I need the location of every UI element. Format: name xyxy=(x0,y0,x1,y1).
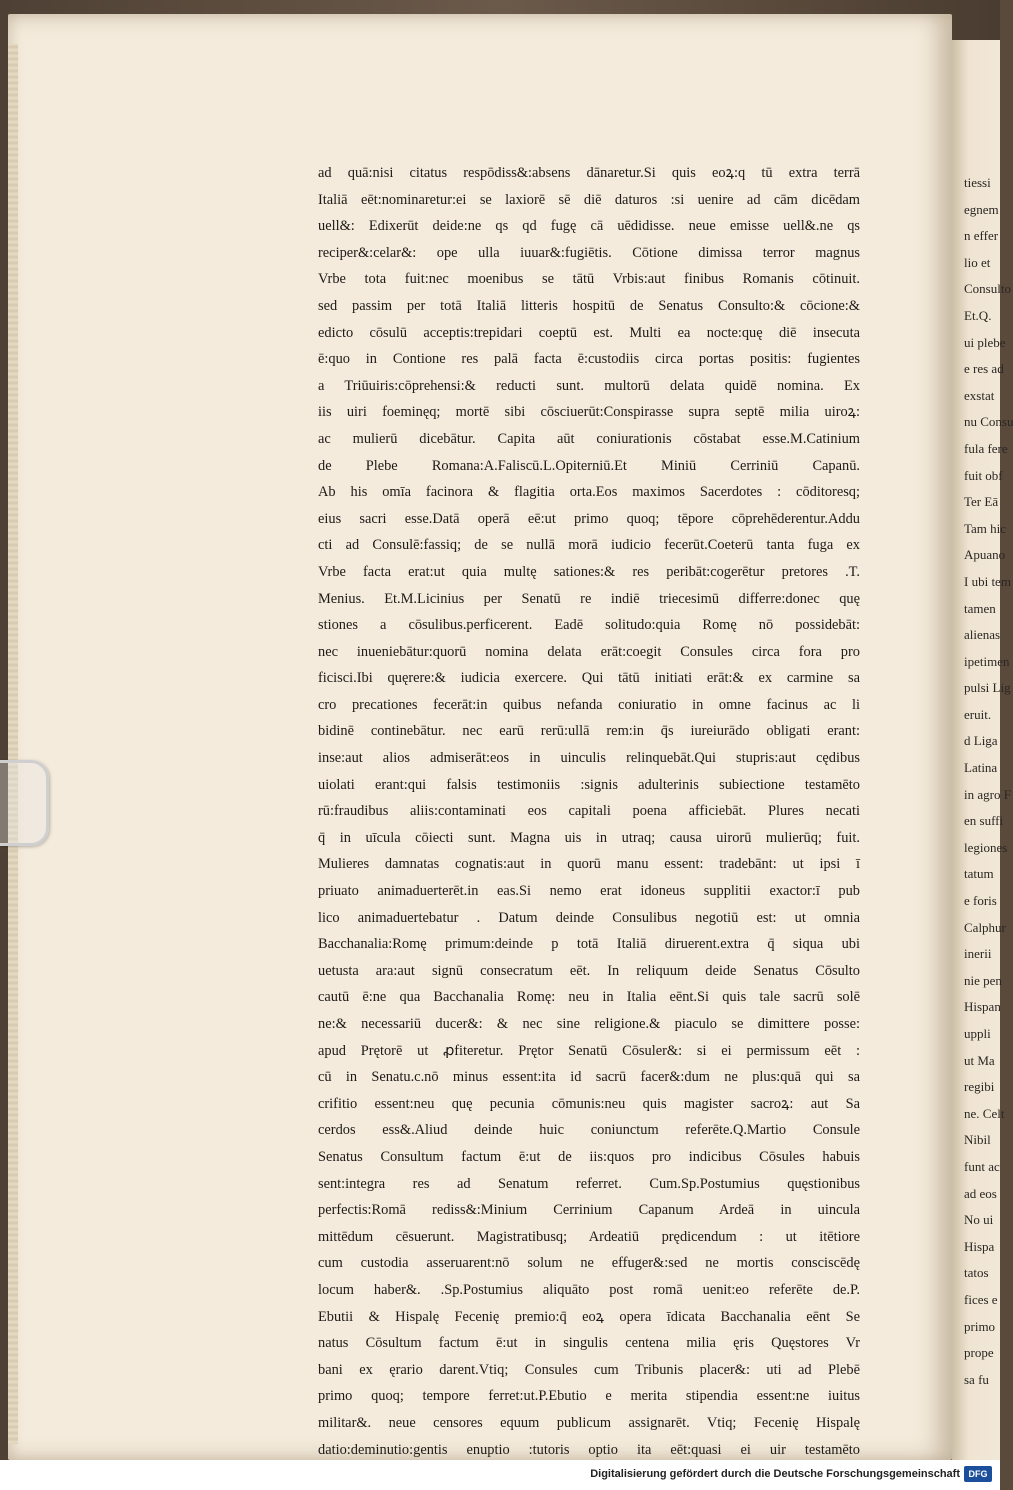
text-line: edicto cōsulū acceptis:trepidari coeptū est. Multi ea nocte:quę diē insecuta xyxy=(318,324,860,341)
facing-text-line: n effer xyxy=(964,228,999,244)
facing-text-line: Ter Eā xyxy=(964,494,999,510)
text-line: cautū ē:ne qua Bacchanalia Romę: neu in Italia eēnt.Si quis tale sacrū solē xyxy=(318,989,860,1006)
facing-text-line: ne. Celt xyxy=(964,1105,1005,1121)
text-line: priuato animaduerterēt.in eas.Si nemo erat idoneus supplitii exactor:ī pub xyxy=(318,883,860,900)
bookmark-clip xyxy=(0,760,49,846)
text-line: Bacchanalia:Romę primum:deinde p totā Italiā diruerent.extra q̄ siqua ubi xyxy=(318,936,860,953)
facing-text-line: nu Consu xyxy=(964,414,1013,430)
footer-bar xyxy=(0,1460,1000,1490)
text-line: cro precationes fecerāt:in quibus nefanda coniuratio in omne facinus ac li xyxy=(318,696,860,713)
page-stack-edge xyxy=(8,44,18,1444)
facing-text-line: Et.Q. xyxy=(964,307,992,323)
text-line: ē:quo in Contione res palā facta ē:custodiis circa portas positis: fugientes xyxy=(318,351,860,368)
facing-text-line: ad eos xyxy=(964,1185,997,1201)
text-line: natus Cōsultum factum ē:ut in singulis centena milia ęris Quęstores Vr xyxy=(318,1335,860,1352)
facing-text-line: ut Ma xyxy=(964,1052,995,1068)
facing-text-line: exstat xyxy=(964,387,995,403)
facing-text-line: pulsi Lig xyxy=(964,680,1011,696)
facing-text-line: in agro F xyxy=(964,786,1011,802)
text-line: bani ex ęrario darent.Vtiq; Consules cum Tribunis placer&: uti ad Plebē xyxy=(318,1361,860,1378)
text-line: uell&: Edixerūt deide:ne qs qd fugę cā uēdidisse. neue emisse uell&.ne qs xyxy=(318,218,860,235)
facing-text-line: fula fere xyxy=(964,440,1008,456)
text-line: nec inueniebātur:quorū nomina delata erāt:coegit Consules circa fora pro xyxy=(318,643,860,660)
facing-text-line: inerii xyxy=(964,946,992,962)
facing-text-line: tiessi xyxy=(964,175,991,190)
text-line: sent:integra res ad Senatum referret. Cum.Sp.Postumius quęstionibus xyxy=(318,1175,860,1192)
facing-page-text xyxy=(952,40,1013,1393)
text-line: inse:aut alios admiserāt:eos in uinculis relinquebāt.Qui stupris:aut cędibus xyxy=(318,750,860,767)
facing-text-line: nie pen xyxy=(964,972,1002,988)
text-line: eius sacri esse.Datā operā eē:ut primo quoq; tēpore cōprehēderentur.Addu xyxy=(318,510,860,527)
facing-text-line: tatos xyxy=(964,1265,989,1281)
text-line: Senatus Consultum factum ē:ut de iis:quos pro indicibus Cōsules habuis xyxy=(318,1148,860,1165)
text-line: stiones a cōsulibus.perficerent. Eadē solitudo:quia Romę nō possidebāt: xyxy=(318,617,860,634)
footer-credit: Digitalisierung gefördert durch die Deutsche Forschungsgemeinschaft xyxy=(590,1468,960,1480)
facing-text-line: e res ad xyxy=(964,361,1004,377)
facing-text-line: primo xyxy=(964,1318,996,1334)
facing-text-line: Latina xyxy=(964,760,998,776)
facing-text-line: e foris xyxy=(964,893,997,909)
facing-text-line: lio et xyxy=(964,254,991,270)
facing-text-line: Tam hic xyxy=(964,520,1007,536)
text-line: a Triūuiris:cōprehensi:& reducti sunt. multorū delata quidē nomina. Ex xyxy=(318,377,860,394)
facing-text-line: Hispan xyxy=(964,999,1001,1015)
text-line: perfectis:Romā rediss&:Minium Cerrinium Capanum Ardeā in uincula xyxy=(318,1202,860,1219)
text-line: Menius. Et.M.Licinius per Senatū re indiē triecesimū differre:donec quę xyxy=(318,590,860,607)
text-line: mittēdum cēsuerunt. Magistratibusq; Ardeatiū prędicendum : ut itētiore xyxy=(318,1228,860,1245)
text-line: Ebutii & Hispalę Fecenię premio:q̄ eoꝝ opera īdicata Bacchanalia eēnt Se xyxy=(318,1308,860,1325)
facing-text-line: tatum xyxy=(964,866,994,882)
facing-text-line: Hispa xyxy=(964,1238,995,1254)
facing-page-edge xyxy=(952,40,1013,1480)
text-line: reciper&:celar&: ope ulla iuuar&:fugiētis. Cōtione dimissa terror magnus xyxy=(318,244,860,261)
text-line: cū in Senatu.c.nō minus essent:ita id sacrū facer&:dum ne plus:quā qui sa xyxy=(318,1069,860,1086)
text-line: iis uiri foeminęq; mortē sibi cōsciuerūt:Conspirasse supra septē milia uiroꝝ: xyxy=(318,404,860,421)
facing-text-line: en suffi xyxy=(964,813,1004,829)
facing-text-line: funt ac xyxy=(964,1158,1000,1174)
page-text-block xyxy=(318,160,860,1463)
facing-text-line: Nibil xyxy=(964,1132,991,1148)
text-line: sed passim per totā Italiā litteris hospitū de Senatus Consulto:& cōcione:& xyxy=(318,297,860,314)
facing-text-line: uppli xyxy=(964,1026,991,1041)
text-line: Italiā eēt:nominaretur:ei se laxiorē sē diē daturos :si uenire ad cām dicēdam xyxy=(318,191,860,208)
text-line: ad quā:nisi citatus respōdiss&:absens dānaretur.Si quis eoꝝ:q tū extra terrā xyxy=(318,165,860,181)
text-line: Ab his omīa facinora & flagitia orta.Eos maximos Sacerdotes : cōditoresq; xyxy=(318,484,860,501)
text-line: militar&. neue censores equum publicum assignarēt. Vtiq; Fecenię Hispalę xyxy=(318,1414,860,1431)
text-line: crifitio essent:neu quę pecunia cōmunis:neu quis magister sacroꝝ: aut Sa xyxy=(318,1095,860,1112)
facing-text-line: ipetimen xyxy=(964,653,1010,669)
text-line: bidinē continebātur. nec earū rerū:ullā rem:in q̄s iureiurādo obligati erant: xyxy=(318,723,860,740)
text-line: ne:& necessariū ducer&: & nec sine religione.& piaculo se dimittere posse: xyxy=(318,1016,860,1032)
facing-text-line: tamen xyxy=(964,600,996,616)
text-line: de Plebe Romana:A.Faliscū.L.Opiterniū.Et Miniū Cerriniū Capanū. xyxy=(318,457,860,474)
text-line: apud Prętorē ut ꝓfiteretur. Prętor Senatū Cōsuler&: si ei permissum eēt : xyxy=(318,1042,860,1059)
facing-text-line: egnem xyxy=(964,201,999,217)
facing-text-line: alienas xyxy=(964,627,1001,643)
facing-text-line: ui plebe xyxy=(964,334,1006,350)
text-line: Vrbe facta erat:ut quia multę sationes:& res peribāt:cogerētur pretores .T. xyxy=(318,563,860,580)
facing-text-line: No ui xyxy=(964,1212,994,1228)
text-line: Mulieres damnatas cognatis:aut in quorū manu essent: tradebānt: ut ipsi ī xyxy=(318,856,860,873)
text-line: Vrbe tota fuit:nec moenibus se tātū Vrbis:aut finibus Romanis cōtinuit. xyxy=(318,271,860,288)
facing-text-line: eruit. xyxy=(964,706,992,722)
text-line: cerdos ess&.Aliud deinde huic coniunctum referēte.Q.Martio Consule xyxy=(318,1122,860,1139)
text-line: ac mulierū dicebātur. Capita aūt coniurationis cōstabat esse.M.Catinium xyxy=(318,430,860,447)
facing-text-line: fices e xyxy=(964,1291,998,1307)
facing-text-line: legiones xyxy=(964,839,1008,855)
text-line: q̄ in uīcula cōiecti sunt. Magna uis in utraq; causa uirorū mulierūq; fuit. xyxy=(318,829,860,846)
text-line: ficisci.Ibi quęrere:& iudicia exercere. Qui tātū initiati erāt:& ex carmine sa xyxy=(318,670,860,687)
text-line: cti ad Consulē:fassiq; de se nullā morā iudicio fecerūt.Coeterū tanta fuga ex xyxy=(318,537,860,554)
facing-text-line: Consulto xyxy=(964,281,1011,297)
facing-text-line: Apuano xyxy=(964,547,1006,563)
text-line: cum custodia asseruarent:nō solum ne effuger&:sed ne mortis consciscēdę xyxy=(318,1255,860,1272)
text-line: rū:fraudibus aliis:contaminati eos capitali poena afficiebāt. Plures necati xyxy=(318,803,860,820)
facing-text-line: Calphur xyxy=(964,919,1006,935)
text-line: locum haber&. .Sp.Postumius aliquāto post romā uenit:eo referēte de.P. xyxy=(318,1281,860,1298)
facing-text-line: fuit obf xyxy=(964,467,1003,483)
facing-text-line: sa fu xyxy=(964,1371,989,1387)
text-line: primo quoq; tempore ferret:ut.P.Ebutio e merita stipendia essent:ne iuitus xyxy=(318,1388,860,1405)
dfg-logo: DFG xyxy=(964,1466,992,1482)
text-line: uetusta ara:aut signū consecratum eēt. In reliquum deide Senatus Cōsulto xyxy=(318,962,860,979)
text-line: lico animaduertebatur . Datum deinde Consulibus negotiū est: ut omnia xyxy=(318,909,860,926)
text-line: uiolati erant:qui falsis testimoniis :signis adulterinis subiectione testamēto xyxy=(318,776,860,793)
facing-text-line: d Liga xyxy=(964,733,998,749)
text-line: datio:deminutio:gentis enuptio :tutoris optio ita eēt:quasi ei uir testamēto xyxy=(318,1441,860,1458)
facing-text-line: I ubi tem xyxy=(964,573,1011,589)
facing-text-line: regibi xyxy=(964,1079,995,1095)
facing-text-line: prope xyxy=(964,1345,994,1361)
